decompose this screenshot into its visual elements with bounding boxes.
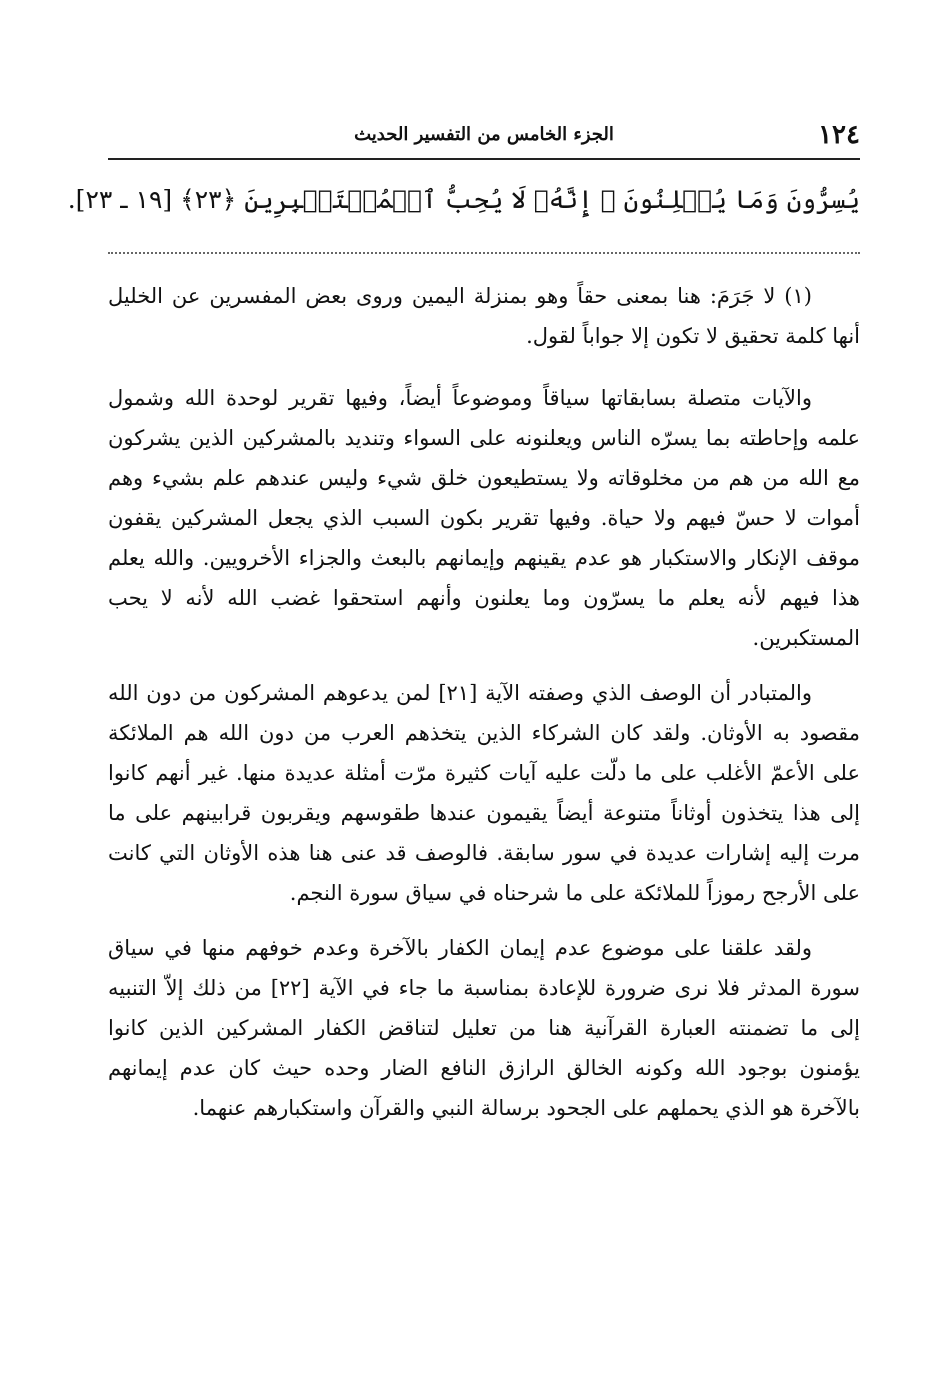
page-number: ١٢٤ bbox=[818, 120, 860, 150]
paragraph-2: والمتبادر أن الوصف الذي وصفته الآية [٢١] لمن يدعوهم المشركون من دون الله مقصود به الأوثان. ولقد كان الشركاء الذين يتخذهم العرب من دون الله هم الملائكة على الأعمّ الأغلب على ما دلّت عليه آيات كثيرة مرّت أمثلة عديدة منها. غير أنهم كانوا إلى هذا يتخذون أوثاناً متنوعة أيضاً يقيمون عندها طقوسهم ويقربون قرابينهم على ما مرت إليه إشارات عديدة في سور سابقة. فالوصف قد عنى هنا هذه الأوثان التي كانت على الأرجح رموزاً للملائكة على ما شرحناه في سياق سورة النجم. bbox=[108, 681, 860, 905]
paragraph-1: والآيات متصلة بسابقاتها سياقاً وموضوعاً أيضاً، وفيها تقرير لوحدة الله وشمول علمه وإحاطته بما يسرّه الناس ويعلنونه على السواء وتنديد بالمشركين الذين يشركون مع الله من هم من مخلوقاته ولا يستطيعون خلق شيء وليس عندهم علم بشيء وهم أموات لا حسّ فيهم ولا حياة. وفيها تقرير بكون السبب الذي يجعل المشركين يقفون موقف الإنكار والاستكبار هو عدم يقينهم وإيمانهم بالبعث والجزاء الأخرويين. والله يعلم هذا فيهم لأنه يعلم ما يسرّون وما يعلنون وأنهم استحقوا غضب الله لأنه لا يحب المستكبرين. bbox=[108, 386, 860, 650]
running-title: الجزء الخامس من التفسير الحديث bbox=[354, 124, 614, 145]
paragraph-3: ولقد علقنا على موضوع عدم إيمان الكفار بالآخرة وعدم خوفهم منها في سياق سورة المدثر فلا نرى ضرورة للإعادة بمناسبة ما جاء في الآية [٢٢] من ذلك إلاّ التنبيه إلى ما تضمنته العبارة القرآنية هنا من تعليل لتناقض الكفار المشركين الذين كانوا يؤمنون بوجود الله وكونه الخالق الرازق النافع الضار وحده حيث كان عدم إيمانهم بالآخرة هو الذي يحملهم على الجحود برسالة النبي والقرآن واستكبارهم عنهما. bbox=[108, 936, 860, 1120]
commentary-body bbox=[108, 378, 860, 1128]
quran-verse: يُسِرُّونَ وَمَا يُعۡلِنُونَ ۚ إِنَّهُۥ لَا يُحِبُّ ٱلۡمُسۡتَكۡبِرِينَ ﴿٢٣﴾ [١٩ ـ ٢٣]. bbox=[67, 185, 860, 214]
page-header bbox=[108, 118, 860, 160]
footnote bbox=[108, 276, 860, 356]
footnote-text: (١) لا جَرَمَ: هنا بمعنى حقاً وهو بمنزلة اليمين وروى بعض المفسرين عن الخليل أنها كلمة تحقيق لا تكون إلا جواباً لقول. bbox=[108, 284, 860, 348]
footnote-separator bbox=[108, 252, 860, 254]
